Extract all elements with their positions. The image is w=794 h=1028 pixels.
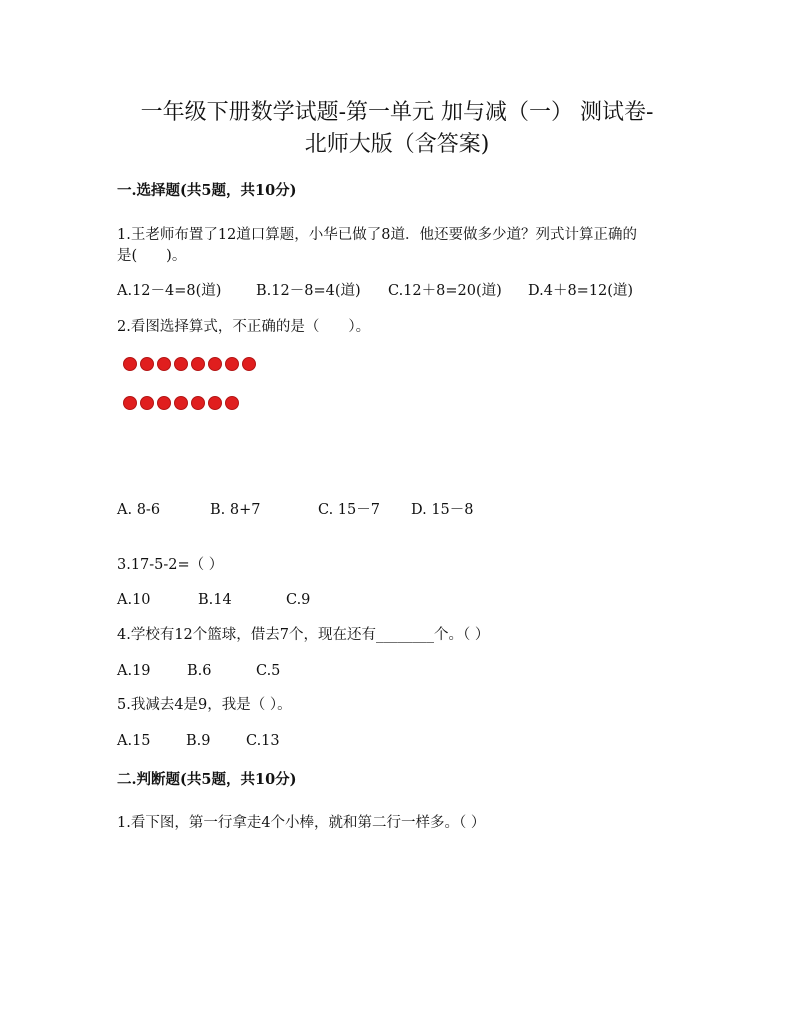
judgement-q1-text: 1.看下图，第一行拿走4个小棒，就和第二行一样多。（ ） bbox=[117, 815, 486, 831]
q3-option-a: A.10 bbox=[117, 592, 151, 608]
q1-option-b: B.12－8=4(道) bbox=[256, 283, 361, 299]
q4-option-b: B.6 bbox=[187, 663, 212, 679]
q1-option-c: C.12＋8=20(道) bbox=[388, 283, 502, 299]
q4-option-c: C.5 bbox=[256, 663, 281, 679]
q4-text: 4.学校有12个篮球，借去7个，现在还有________个。（ ） bbox=[117, 627, 490, 643]
section-heading-choice: 一.选择题(共5题，共10分) bbox=[117, 182, 297, 199]
q2-text: 2.看图选择算式，不正确的是（ ）。 bbox=[117, 319, 371, 335]
red-dot bbox=[191, 396, 205, 410]
red-dot bbox=[208, 396, 222, 410]
red-dot bbox=[191, 357, 205, 371]
q2-option-b: B. 8+7 bbox=[210, 502, 261, 518]
q1-option-a: A.12－4=8(道) bbox=[117, 283, 222, 299]
q3-option-b: B.14 bbox=[198, 592, 232, 608]
red-dot bbox=[174, 357, 188, 371]
q5-text: 5.我减去4是9，我是（ ）。 bbox=[117, 697, 292, 713]
section-heading-judgement: 二.判断题(共5题，共10分) bbox=[117, 771, 297, 788]
red-dot bbox=[157, 396, 171, 410]
red-dot bbox=[140, 396, 154, 410]
red-dot bbox=[225, 396, 239, 410]
q5-option-b: B.9 bbox=[186, 733, 211, 749]
red-dot bbox=[157, 357, 171, 371]
q3-option-c: C.9 bbox=[286, 592, 311, 608]
q4-option-a: A.19 bbox=[117, 663, 151, 679]
q5-option-a: A.15 bbox=[117, 733, 151, 749]
red-dot bbox=[242, 357, 256, 371]
red-dot bbox=[123, 396, 137, 410]
red-dot bbox=[208, 357, 222, 371]
red-dot bbox=[174, 396, 188, 410]
q2-option-a: A. 8-6 bbox=[117, 502, 161, 518]
q1-text-line-1: 1.王老师布置了12道口算题，小华已做了8道．他还要做多少道？列式计算正确的 bbox=[117, 227, 638, 243]
red-dot bbox=[123, 357, 137, 371]
q1-option-d: D.4＋8=12(道) bbox=[528, 283, 634, 299]
red-dot bbox=[225, 357, 239, 371]
q3-text: 3.17-5-2=（ ） bbox=[117, 557, 224, 573]
q2-option-c: C. 15－7 bbox=[318, 502, 380, 518]
q5-option-c: C.13 bbox=[246, 733, 280, 749]
page-title-line-1: 一年级下册数学试题-第一单元 加与减（一） 测试卷- bbox=[140, 100, 654, 125]
red-dot bbox=[140, 357, 154, 371]
page-title-line-2: 北师大版（含答案) bbox=[304, 132, 490, 157]
q2-dots-row-2 bbox=[123, 396, 239, 410]
q1-text-line-2: 是( )。 bbox=[117, 248, 187, 264]
q2-dots-row-1 bbox=[123, 357, 256, 371]
q2-option-d: D. 15－8 bbox=[411, 502, 474, 518]
